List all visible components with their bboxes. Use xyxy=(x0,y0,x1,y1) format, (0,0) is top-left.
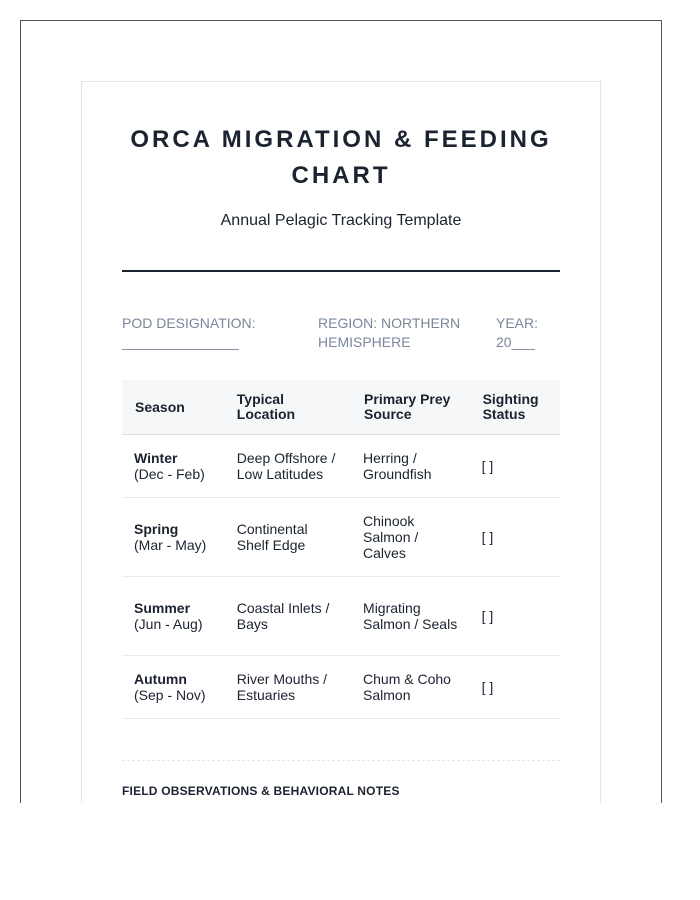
header-prey: Primary Prey Source xyxy=(351,380,470,435)
header-status: Sighting Status xyxy=(470,380,560,435)
season-months: (Jun - Aug) xyxy=(134,616,203,632)
sighting-status-checkbox[interactable]: [ ] xyxy=(470,435,560,498)
region-field: REGION: NORTHERN HEMISPHERE xyxy=(318,315,461,350)
season-name: Winter xyxy=(134,450,178,466)
prey-cell: Migrating Salmon / Seals xyxy=(351,577,470,656)
prey-cell: Chinook Salmon / Calves xyxy=(351,498,470,577)
location-cell: Coastal Inlets / Bays xyxy=(224,577,351,656)
season-cell xyxy=(122,656,224,719)
season-cell xyxy=(122,498,224,577)
pod-designation-field: POD DESIGNATION: _______________ xyxy=(122,315,256,350)
season-name: Summer xyxy=(134,600,191,616)
notes-heading: FIELD OBSERVATIONS & BEHAVIORAL NOTES xyxy=(122,784,400,798)
location-cell: River Mouths / Estuaries xyxy=(224,656,351,719)
season-cell xyxy=(122,577,224,656)
document-viewport xyxy=(20,20,662,803)
season-months: (Mar - May) xyxy=(134,537,207,553)
table-row xyxy=(122,577,560,656)
sighting-status-checkbox[interactable]: [ ] xyxy=(470,656,560,719)
season-name: Spring xyxy=(134,521,179,537)
migration-table xyxy=(122,380,560,719)
season-months: (Dec - Feb) xyxy=(134,466,205,482)
table-row xyxy=(122,656,560,719)
season-name: Autumn xyxy=(134,671,187,687)
sighting-status-checkbox[interactable]: [ ] xyxy=(470,498,560,577)
prey-cell: Herring / Groundfish xyxy=(351,435,470,498)
table-row xyxy=(122,498,560,577)
sighting-status-checkbox[interactable]: [ ] xyxy=(470,577,560,656)
table-row xyxy=(122,435,560,498)
chart-sheet xyxy=(81,81,601,803)
table-header-row xyxy=(122,380,560,435)
location-cell: Deep Offshore / Low Latitudes xyxy=(224,435,351,498)
prey-cell: Chum & Coho Salmon xyxy=(351,656,470,719)
document-subtitle: Annual Pelagic Tracking Template xyxy=(220,212,462,229)
year-field: YEAR: 20___ xyxy=(496,315,539,350)
header-season: Season xyxy=(122,380,224,435)
document-title: ORCA MIGRATION & FEEDING CHART xyxy=(130,126,552,189)
header-location: Typical Location xyxy=(224,380,351,435)
location-cell: Continental Shelf Edge xyxy=(224,498,351,577)
season-cell xyxy=(122,435,224,498)
season-months: (Sep - Nov) xyxy=(134,687,206,703)
title-divider xyxy=(122,270,560,272)
notes-divider xyxy=(122,760,560,761)
